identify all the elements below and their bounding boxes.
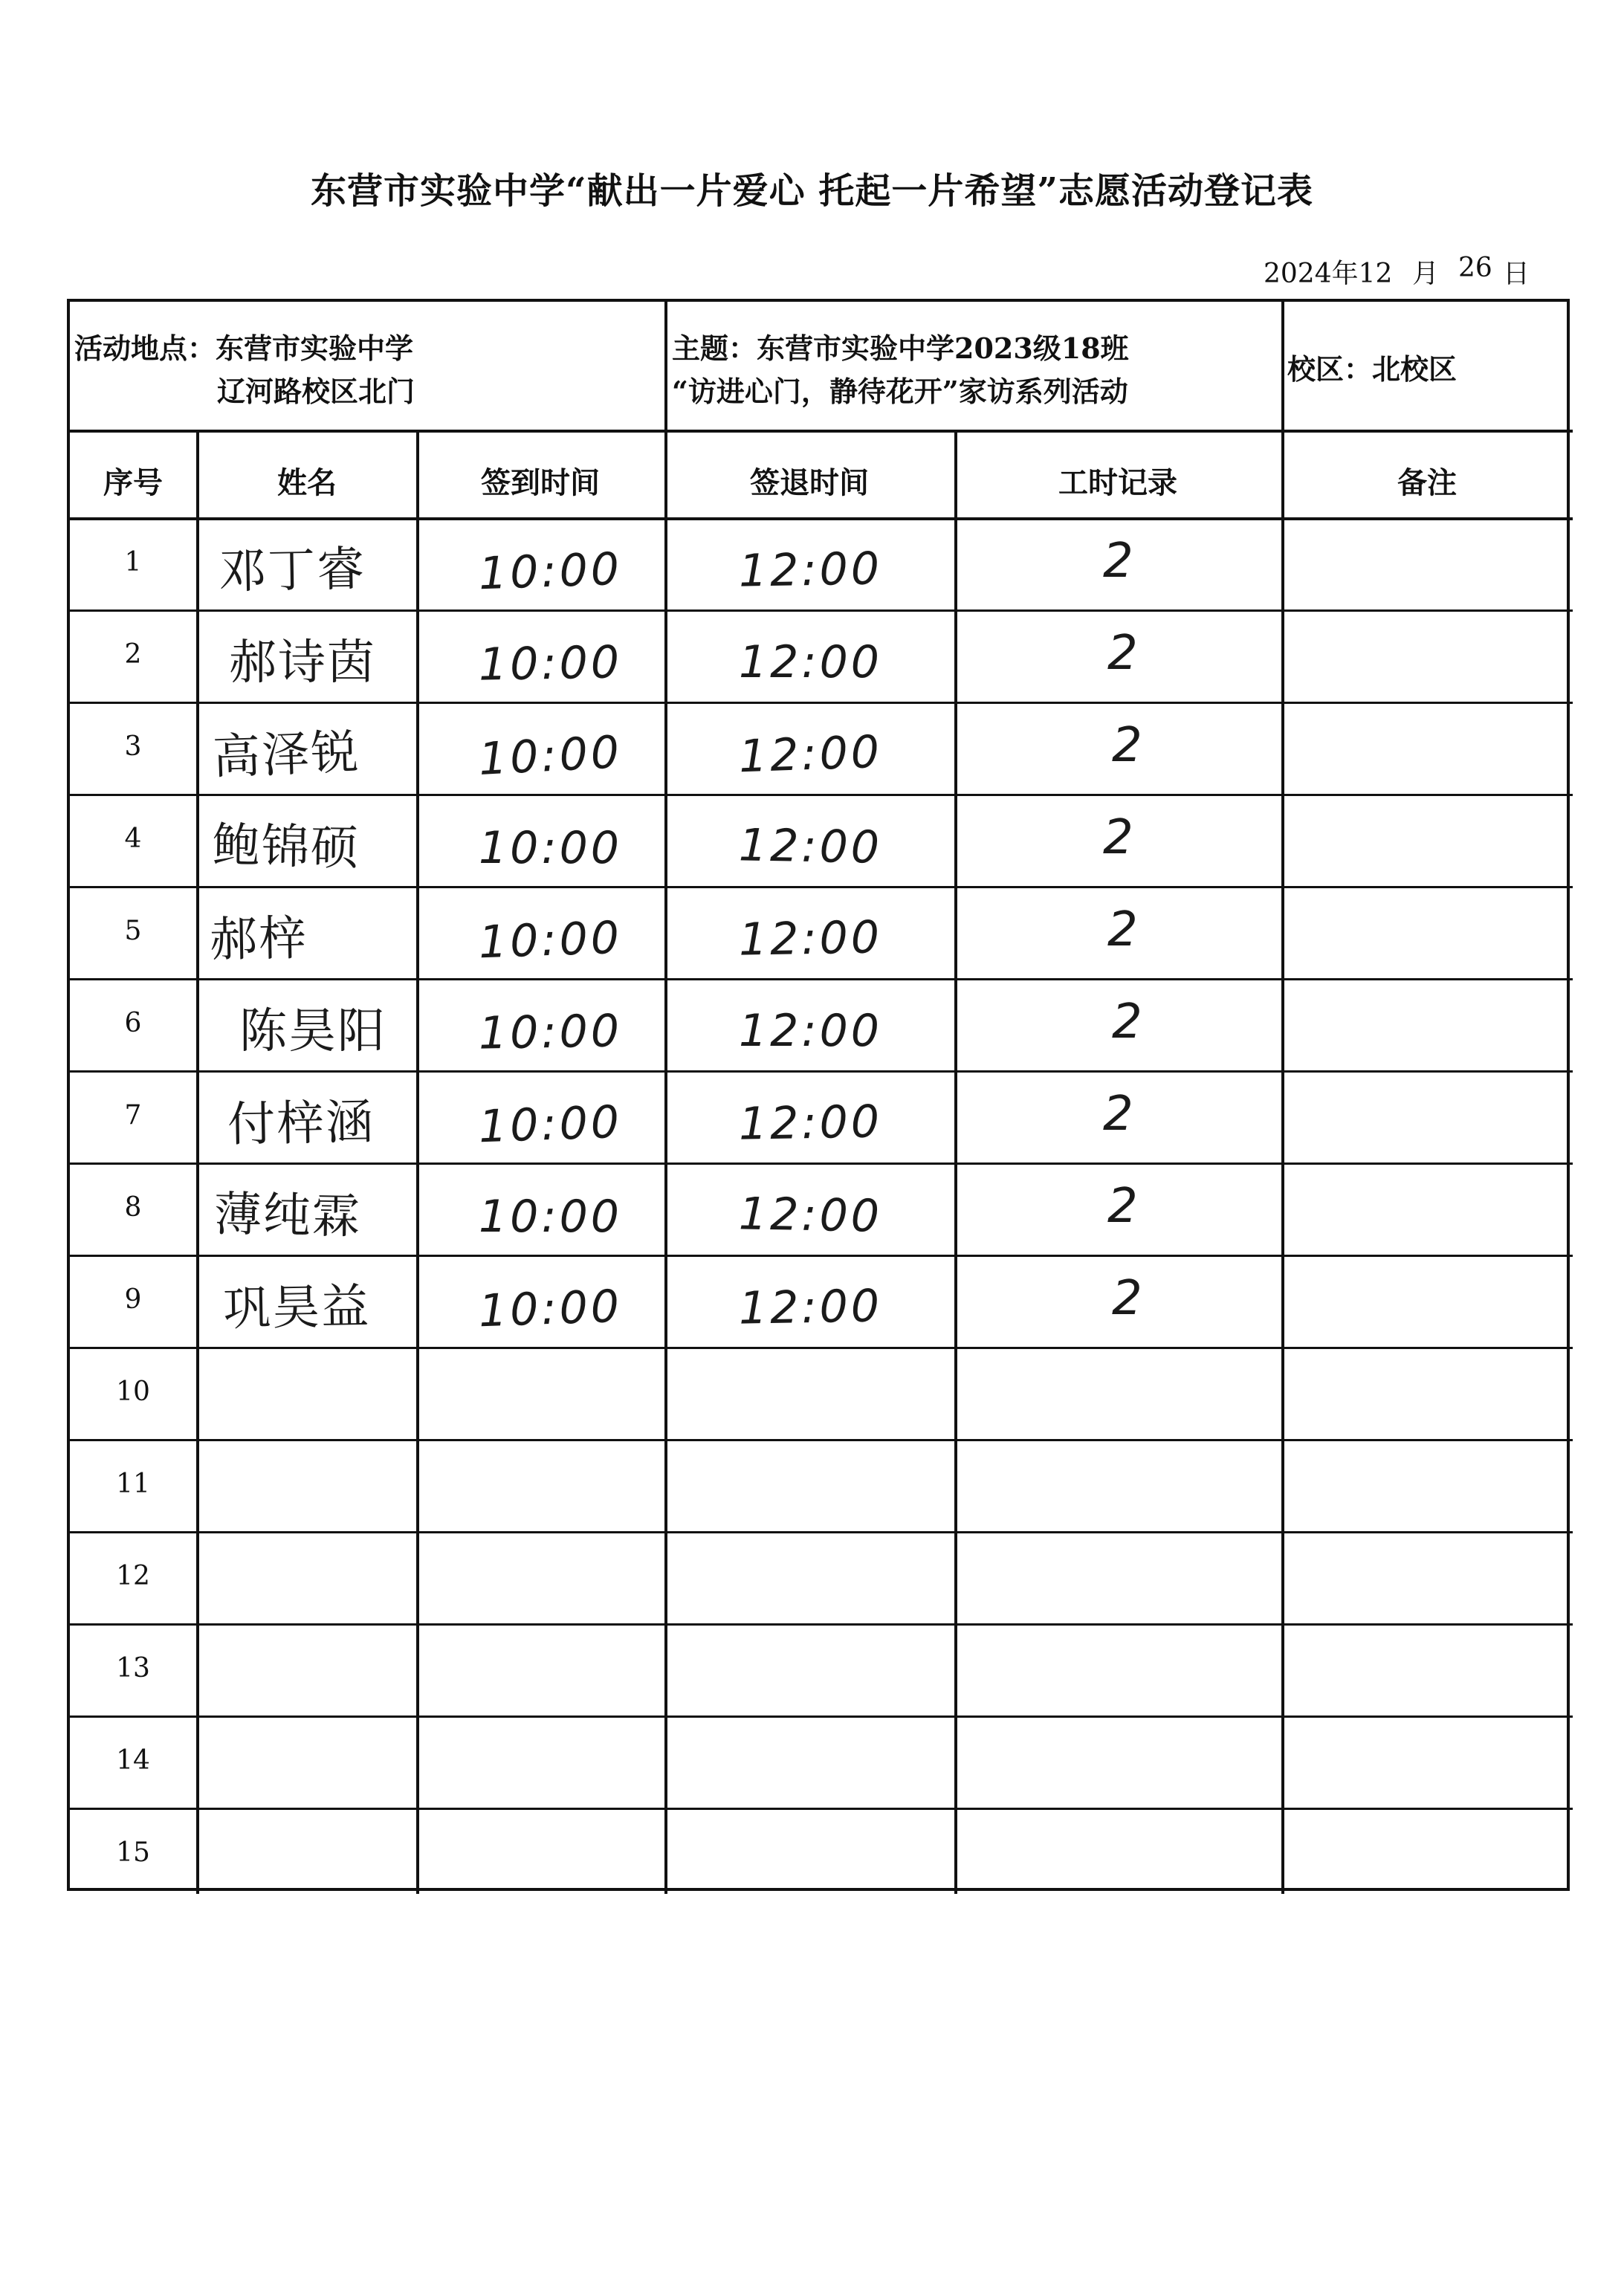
row-seq: 15 (116, 1837, 150, 1868)
col-header-note: 备注 (1397, 465, 1457, 500)
row-divider (70, 609, 1573, 612)
theme-label: 主题：东营市实验中学2023级18班 (672, 332, 1129, 365)
column-divider (1281, 430, 1284, 1894)
row-seq: 11 (116, 1469, 150, 1499)
row-seq: 8 (124, 1192, 142, 1223)
row-divider (70, 1255, 1573, 1257)
row-name: 郝梓 (209, 911, 308, 968)
row-sign-out: 12:00 (739, 1005, 882, 1057)
row-name: 高泽锐 (211, 725, 361, 786)
row-hours: 2 (1103, 1087, 1133, 1142)
row-hours: 2 (1112, 1271, 1142, 1326)
row-sign-in: 10:00 (478, 1005, 623, 1060)
row-divider (70, 886, 1573, 888)
row-sign-in: 10:00 (479, 822, 622, 874)
row-hours: 2 (1103, 534, 1133, 589)
campus-label: 校区：北校区 (1287, 352, 1458, 386)
row-seq: 5 (124, 916, 142, 946)
page-title: 东营市实验中学“献出一片爱心 托起一片希望”志愿活动登记表 (311, 170, 1313, 212)
row-sign-in: 10:00 (477, 911, 624, 969)
row-sign-in: 10:00 (477, 725, 624, 786)
row-hours: 2 (1107, 1179, 1138, 1234)
row-sign-in: 10:00 (477, 1096, 624, 1154)
row-seq: 6 (124, 1008, 142, 1038)
form-date (1264, 253, 1561, 290)
theme-detail: “访进心门，静待花开”家访系列活动 (672, 375, 1128, 408)
row-hours: 2 (1112, 995, 1142, 1050)
row-divider (70, 1439, 1573, 1441)
column-divider (954, 430, 957, 1894)
row-sign-out: 12:00 (737, 725, 884, 783)
info-divider-1 (664, 302, 667, 430)
row-hours: 2 (1107, 626, 1138, 681)
row-divider (70, 1623, 1573, 1626)
row-name: 鲍锦硕 (212, 818, 360, 876)
row-divider (70, 978, 1573, 980)
column-divider (664, 430, 667, 1894)
row-divider (70, 702, 1573, 704)
row-hours: 2 (1107, 902, 1138, 957)
row-sign-in: 10:00 (478, 636, 623, 691)
row-name: 付梓涵 (227, 1095, 375, 1153)
row-seq: 7 (124, 1100, 142, 1131)
row-divider (70, 1347, 1573, 1349)
date-day-unit: 日 (1503, 259, 1530, 289)
date-month-unit: 月 (1412, 259, 1440, 289)
row-seq: 3 (124, 731, 142, 762)
column-divider (416, 430, 419, 1894)
row-seq: 1 (124, 547, 142, 578)
row-seq: 10 (116, 1377, 150, 1407)
row-name: 薄纯霖 (213, 1187, 362, 1245)
row-sign-in: 10:00 (477, 543, 624, 601)
row-sign-in: 10:00 (479, 1191, 622, 1243)
row-sign-out: 12:00 (738, 911, 883, 966)
row-divider (70, 794, 1573, 796)
location-detail: 辽河路校区北门 (217, 375, 415, 408)
row-name: 陈昊阳 (239, 1004, 386, 1059)
row-sign-out: 12:00 (738, 1188, 883, 1243)
row-divider (70, 1070, 1573, 1073)
row-sign-out: 12:00 (738, 819, 883, 874)
info-bottom-line (70, 430, 1573, 433)
row-sign-in: 10:00 (477, 1280, 624, 1338)
info-divider-2 (1281, 302, 1284, 430)
col-header-hours: 工时记录 (1058, 465, 1177, 500)
row-seq: 13 (116, 1653, 150, 1684)
row-hours: 2 (1103, 810, 1133, 865)
column-divider (196, 430, 199, 1894)
col-header-name: 姓名 (277, 465, 337, 500)
row-sign-out: 12:00 (738, 1096, 883, 1151)
row-hours: 2 (1112, 718, 1142, 773)
location-label: 活动地点：东营市实验中学 (74, 332, 414, 365)
row-sign-out: 12:00 (738, 543, 883, 598)
row-name: 邓丁睿 (218, 542, 366, 600)
row-name: 巩昊益 (222, 1279, 371, 1337)
date-year-month: 2024年12 (1264, 259, 1393, 289)
date-day: 26 (1458, 253, 1492, 283)
col-header-sign-out: 签退时间 (750, 465, 869, 500)
row-seq: 9 (124, 1284, 142, 1315)
row-divider (70, 1162, 1573, 1165)
header-bottom-line (70, 517, 1573, 520)
row-sign-out: 12:00 (738, 1280, 883, 1335)
registration-table (67, 299, 1570, 1891)
col-header-sign-in: 签到时间 (481, 465, 600, 500)
row-seq: 12 (116, 1561, 150, 1591)
row-seq: 4 (124, 824, 142, 854)
row-seq: 14 (116, 1745, 150, 1776)
row-sign-out: 12:00 (739, 636, 882, 688)
col-header-seq: 序号 (103, 465, 163, 500)
row-divider (70, 1808, 1573, 1810)
row-divider (70, 1715, 1573, 1718)
row-name: 郝诗茵 (229, 636, 376, 691)
row-seq: 2 (124, 639, 142, 670)
row-divider (70, 1531, 1573, 1533)
